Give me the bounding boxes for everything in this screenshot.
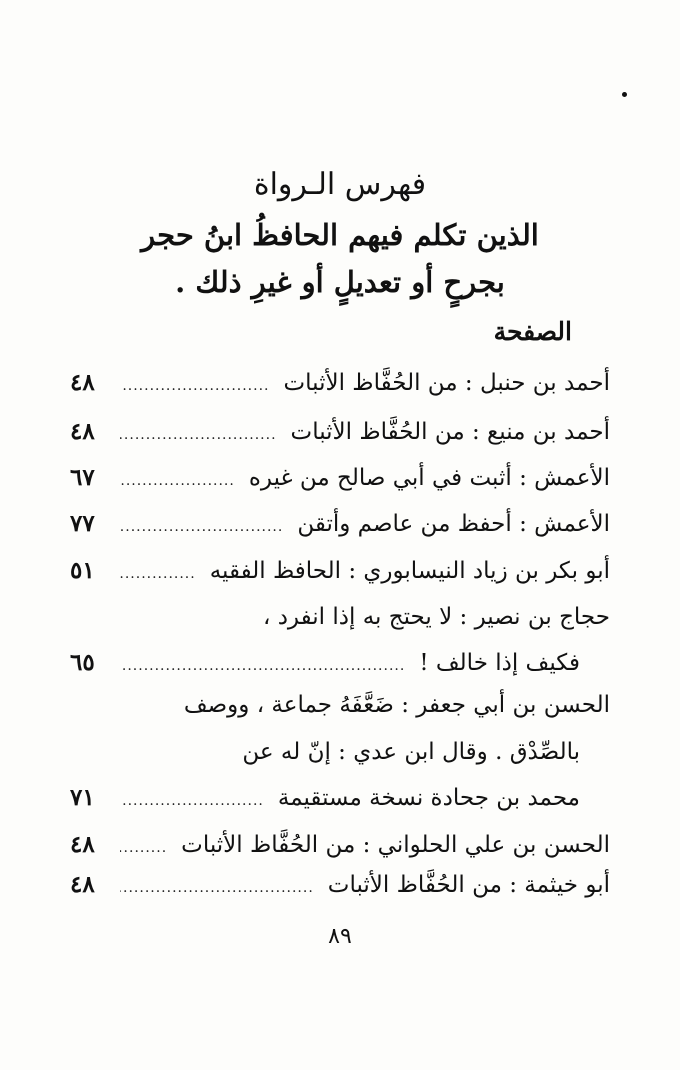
index-entry xyxy=(70,778,580,818)
leader-dots xyxy=(120,868,314,908)
leader-dots xyxy=(120,646,405,686)
index-entry xyxy=(70,551,610,591)
entry-page-number: ٤٨ xyxy=(70,871,95,898)
entry-continuation: محمد بن جحادة نسخة مستقيمة xyxy=(277,785,580,811)
entry-text: الأعمش : أحفظ من عاصم وأتقن xyxy=(297,511,610,537)
entry-text: حجاج بن نصير : لا يحتج به إذا انفرد ، xyxy=(262,604,610,630)
entry-text: الحسن بن أبي جعفر : ضَعَّفَهُ جماعة ، ووصف xyxy=(183,692,610,718)
entry-text: الأعمش : أثبت في أبي صالح من غيره xyxy=(248,465,610,491)
page-subtitle-line-1: الذين تكلم فيهم الحافظُ ابنُ حجر xyxy=(141,218,539,252)
page-number: ٨٩ xyxy=(328,924,352,949)
entry-page-number: ٧٧ xyxy=(70,510,95,537)
index-entry xyxy=(70,412,610,452)
leader-dots xyxy=(120,366,269,406)
leader-dots xyxy=(120,415,277,455)
leader-dots xyxy=(120,828,167,868)
entry-page-number: ٧١ xyxy=(70,784,95,811)
leader-dots xyxy=(120,461,235,501)
entry-text: أبو بكر بن زياد النيسابوري : الحافظ الفقيه xyxy=(209,558,610,584)
entry-page-number: ٦٥ xyxy=(70,649,95,676)
entry-page-number: ٥١ xyxy=(70,557,95,584)
leader-dots xyxy=(120,507,283,547)
entry-page-number: ٤٨ xyxy=(70,418,95,445)
entry-text: أبو خيثمة : من الحُفَّاظ الأثبات xyxy=(327,872,610,898)
index-entry xyxy=(70,363,610,403)
entry-text: أحمد بن منيع : من الحُفَّاظ الأثبات xyxy=(290,419,610,445)
entry-page-number: ٦٧ xyxy=(70,464,95,491)
leader-dots xyxy=(120,554,196,594)
entry-text: الحسن بن علي الحلواني : من الحُفَّاظ الأثبات xyxy=(181,832,610,858)
entry-continuation: بالصِّدْق . وقال ابن عدي : إنّ له عن xyxy=(242,739,580,765)
index-entry xyxy=(70,458,610,498)
leader-dots xyxy=(120,781,264,821)
entry-page-number: ٤٨ xyxy=(70,831,95,858)
page-subtitle-line-2: بجرحٍ أو تعديلٍ أو غيرِ ذلك . xyxy=(175,265,505,299)
page-title: فهرس الـرواة xyxy=(253,167,427,202)
page-column-header: الصفحة xyxy=(493,317,572,346)
entry-continuation: فكيف إذا خالف ! xyxy=(419,650,580,676)
ink-dot xyxy=(622,92,627,97)
index-entry xyxy=(70,504,610,544)
index-entry xyxy=(70,643,580,683)
index-entry xyxy=(70,865,610,905)
index-entry xyxy=(70,825,610,865)
entry-text: أحمد بن حنبل : من الحُفَّاظ الأثبات xyxy=(283,370,610,396)
entry-page-number: ٤٨ xyxy=(70,369,95,396)
